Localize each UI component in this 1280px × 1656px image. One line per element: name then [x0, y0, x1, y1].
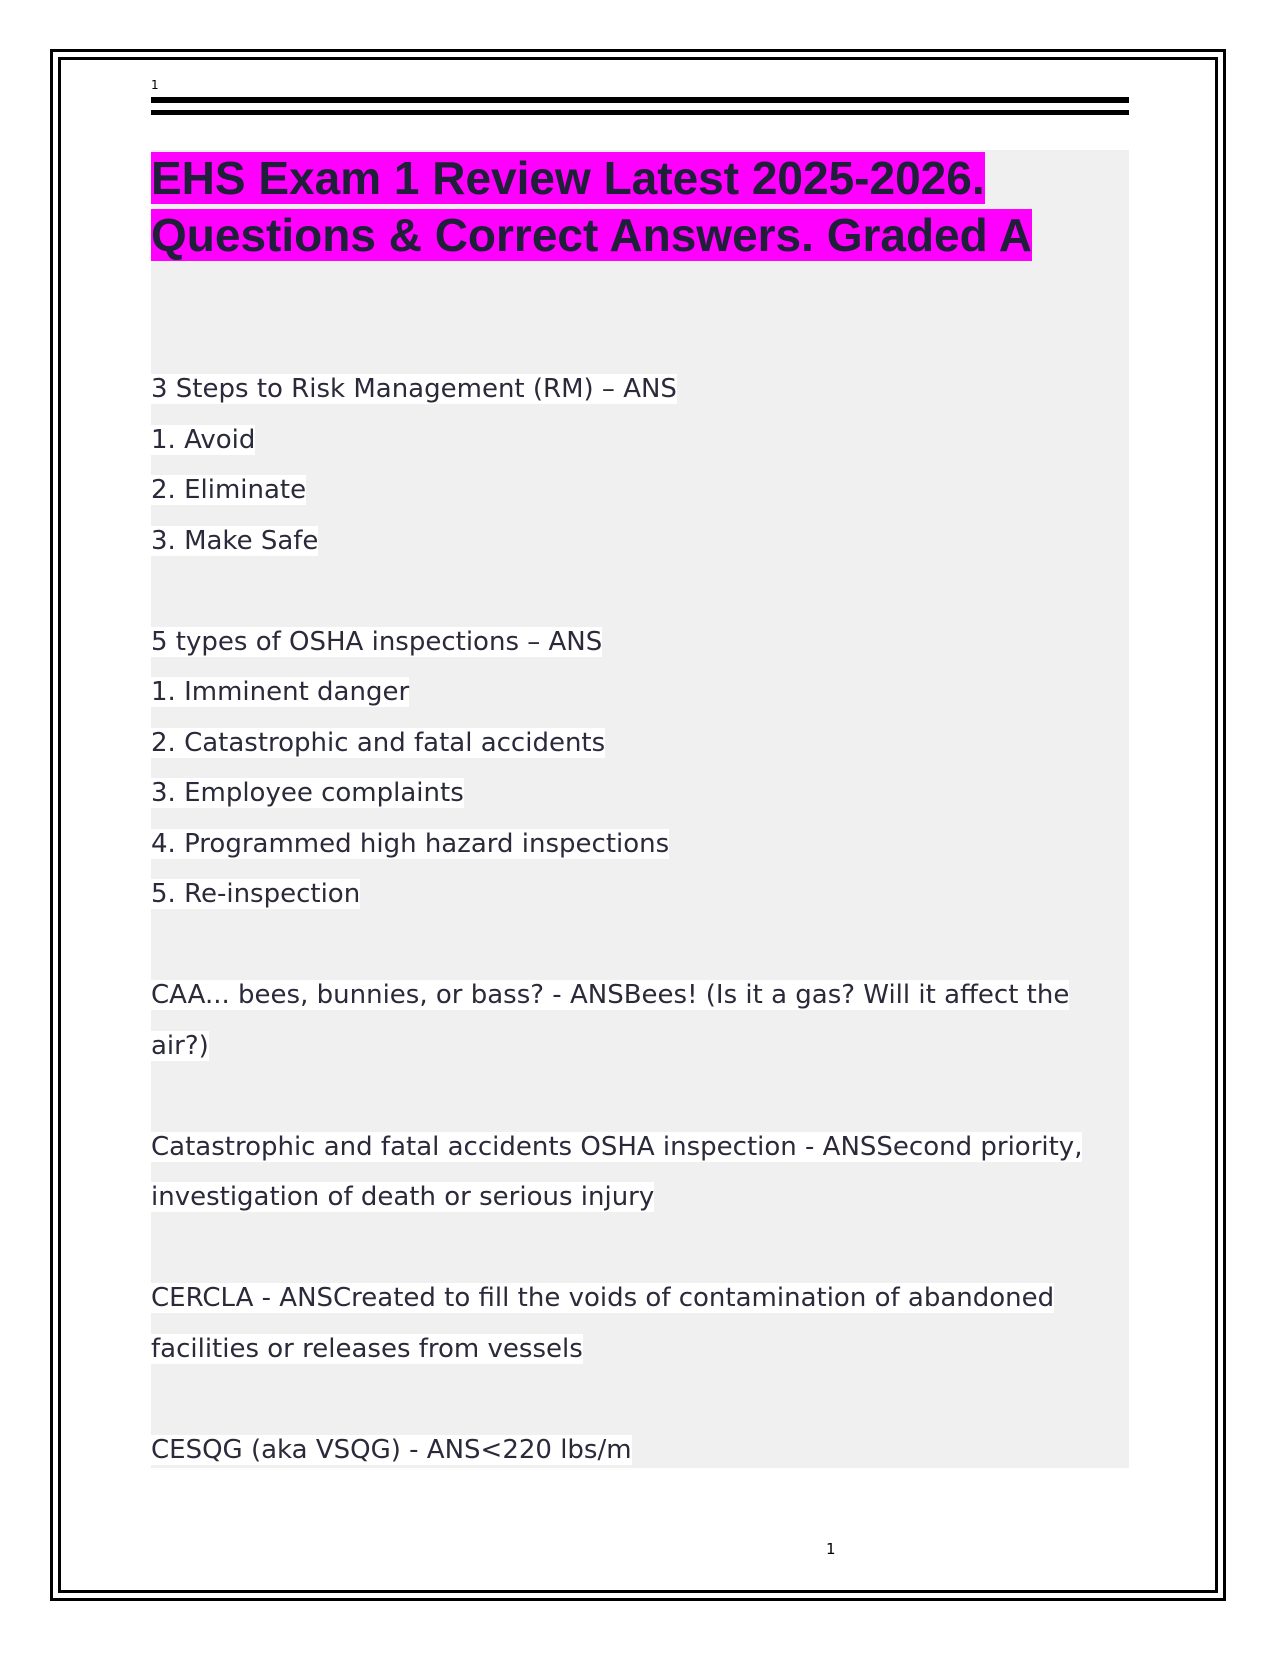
answer-line: 3. Make Safe	[151, 525, 319, 556]
answer-line: 1. Avoid	[151, 424, 256, 455]
question-line: 5 types of OSHA inspections – ANS	[151, 626, 603, 657]
answer-line: 2. Eliminate	[151, 475, 307, 505]
header-rule-thin	[151, 110, 1129, 115]
qa-line: Catastrophic and fatal accidents OSHA inspection - ANSSecond priority,	[151, 1131, 1083, 1162]
qa-line: air?)	[151, 1030, 209, 1061]
title-line-2: Questions & Correct Answers. Graded A	[151, 209, 1033, 261]
qa-section-risk-management	[151, 364, 1129, 566]
question-line: 3 Steps to Risk Management (RM) – ANS	[151, 374, 677, 404]
title-line-1: EHS Exam 1 Review Latest 2025-2026.	[151, 152, 985, 204]
qa-line: CAA... bees, bunnies, or bass? - ANSBees! (Is it a gas? Will it affect the	[151, 980, 1070, 1010]
qa-section-catastrophic	[151, 1122, 1129, 1223]
qa-section-cercla	[151, 1273, 1129, 1374]
document-body	[151, 150, 1129, 1475]
document-title	[151, 150, 1129, 264]
qa-section-osha-inspections	[151, 617, 1129, 920]
header-rule-thick	[151, 97, 1129, 103]
answer-line: 1. Imminent danger	[151, 677, 410, 707]
qa-line: investigation of death or serious injury	[151, 1182, 655, 1212]
answer-line: 4. Programmed high hazard inspections	[151, 828, 670, 859]
header-page-number: 1	[151, 78, 159, 92]
footer-page-number: 1	[826, 1540, 836, 1558]
answer-line: 3. Employee complaints	[151, 778, 464, 808]
qa-section-cesqg	[151, 1425, 1129, 1476]
answer-line: 5. Re-inspection	[151, 879, 361, 909]
qa-line: CERCLA - ANSCreated to fill the voids of contamination of abandoned	[151, 1283, 1055, 1313]
answer-line: 2. Catastrophic and fatal accidents	[151, 727, 606, 758]
qa-section-caa	[151, 970, 1129, 1071]
qa-line: facilities or releases from vessels	[151, 1333, 583, 1364]
qa-line: CESQG (aka VSQG) - ANS<220 lbs/m	[151, 1434, 632, 1465]
